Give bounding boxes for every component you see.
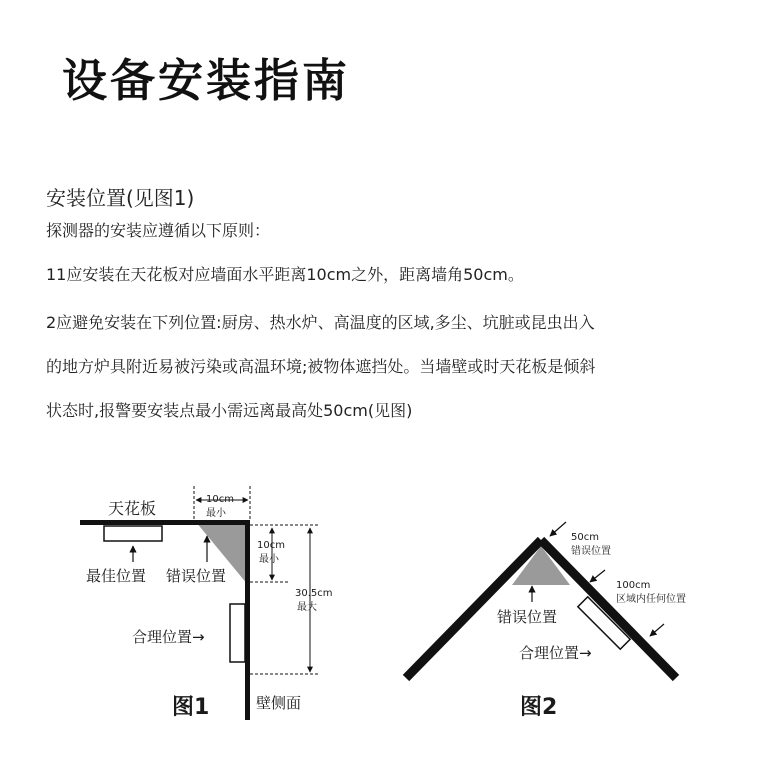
paragraph-rule-2: 2应避免安装在下列位置:厨房、热水炉、高温度的区域,多尘、坑脏或昆虫出入 — [46, 313, 595, 332]
figure-2 — [406, 522, 686, 720]
fig1-best-detector — [104, 526, 162, 541]
fig2-ok-label: 合理位置→ — [519, 644, 592, 662]
fig1-total-dim: 30.5cm — [295, 588, 333, 599]
fig2-side-note: 区域内任何位置 — [616, 594, 686, 605]
fig1-wall-label: 壁侧面 — [256, 694, 302, 712]
fig2-top-dim: 50cm — [571, 532, 599, 543]
section-heading: 安装位置(见图1) — [46, 186, 195, 210]
paragraph-rule-2-end: 状态时,报警要安装点最小需远离最高处50cm(见图) — [46, 401, 413, 420]
fig1-best-label: 最佳位置 — [86, 567, 147, 585]
paragraph-rule-1: 11应安装在天花板对应墙面水平距离10cm之外，距离墙角50cm。 — [46, 265, 524, 284]
fig1-wrong-label: 错误位置 — [166, 567, 227, 585]
fig1-horiz-dim-note: 最小 — [206, 508, 226, 519]
fig2-wrong-label: 错误位置 — [497, 608, 558, 626]
page-title: 设备安装指南 — [62, 54, 351, 107]
fig1-ceiling — [80, 520, 250, 525]
fig1-ok-detector — [230, 604, 245, 662]
fig1-ok-label: 合理位置→ — [132, 628, 205, 646]
fig2-side-dim: 100cm — [616, 580, 651, 591]
fig1-vert-dim-note: 最小 — [259, 554, 279, 565]
paragraph-intro: 探测器的安装应遵循以下原则： — [46, 221, 271, 240]
fig1-caption: 图1 — [172, 695, 210, 720]
fig1-vert-dim: 10cm — [257, 540, 285, 551]
fig1-horiz-dim: 10cm — [206, 494, 234, 505]
fig2-top-note: 错误位置 — [571, 546, 611, 557]
fig1-ceiling-label: 天花板 — [108, 499, 157, 518]
paragraph-rule-2-cont: 的地方炉具附近易被污染或高温环境;被物体遮挡处。当墙壁或时天花板是倾斜 — [46, 357, 596, 376]
installation-diagram — [0, 470, 759, 750]
figure-1 — [80, 486, 333, 720]
fig2-caption: 图2 — [520, 695, 558, 720]
fig1-total-dim-note: 最大 — [297, 602, 317, 613]
